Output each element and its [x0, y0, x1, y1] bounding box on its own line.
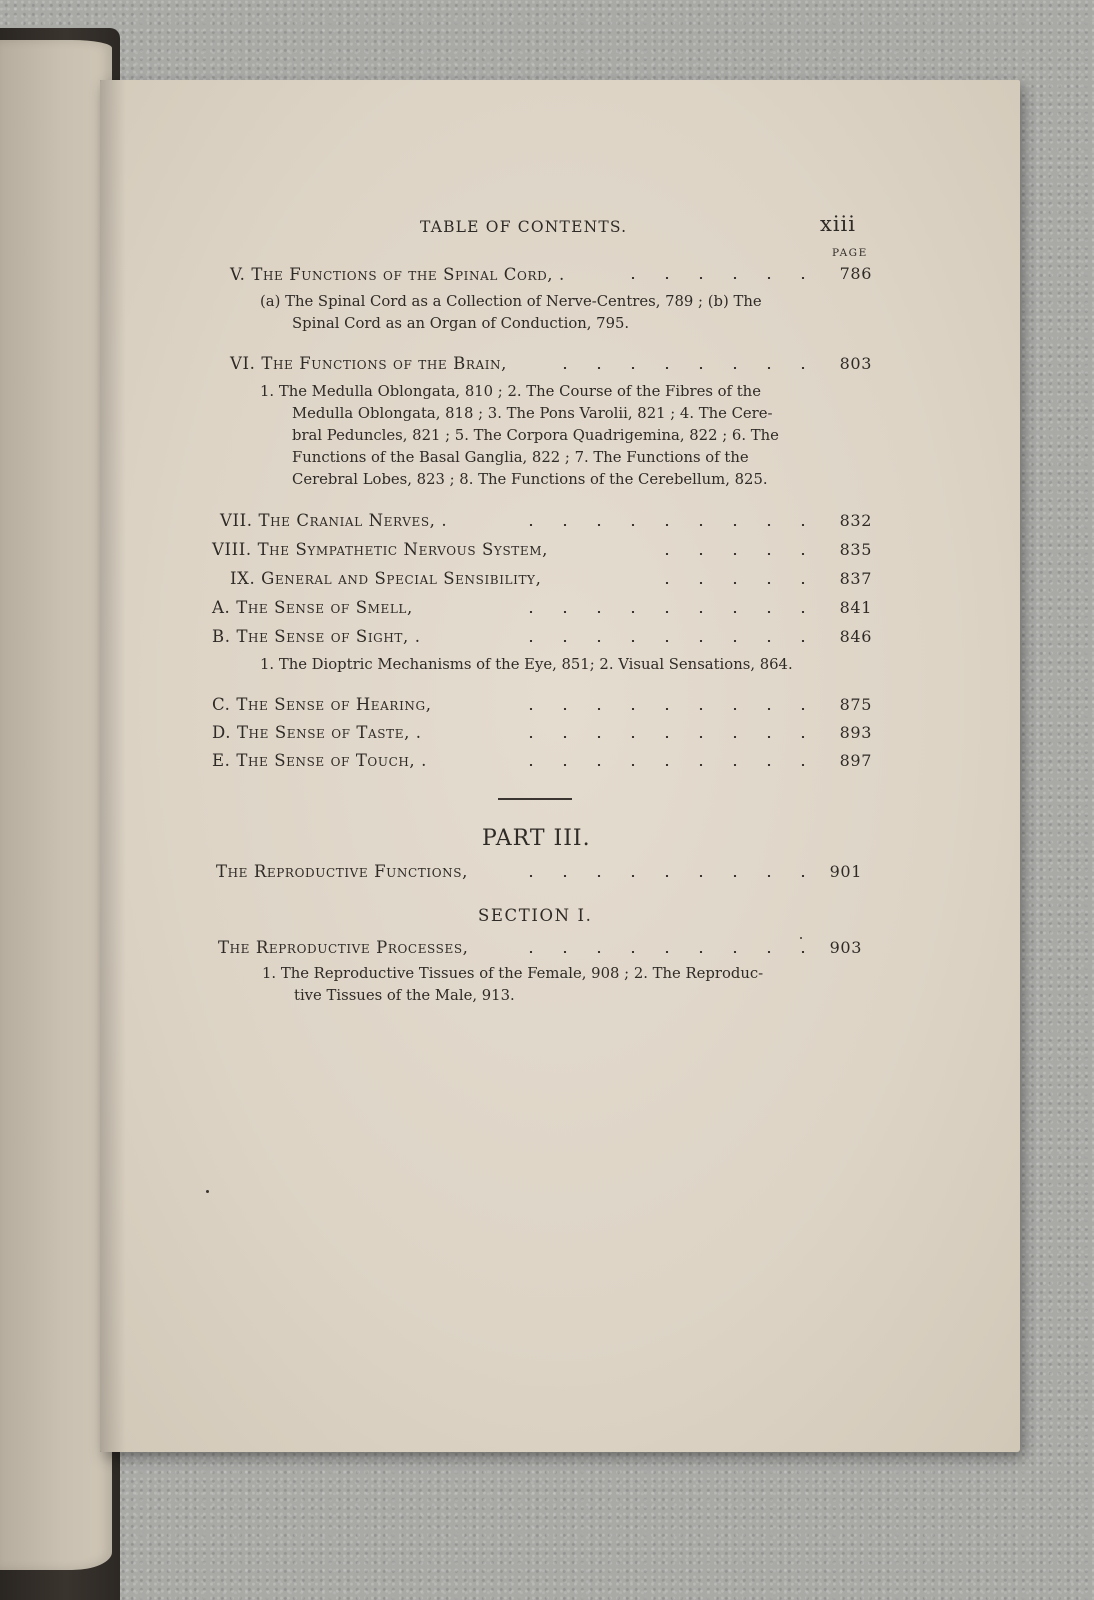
entry-page: 786 [839, 264, 872, 283]
entry-numeral: E. [212, 751, 231, 770]
dot-leader [510, 524, 820, 526]
subtopic-line: Functions of the Basal Ganglia, 822 ; 7. The Functions of the [292, 449, 749, 466]
ink-speck [800, 937, 802, 939]
page-number: xiii [820, 212, 856, 236]
page-column-label: PAGE [832, 247, 868, 259]
dot-leader [520, 875, 820, 877]
entry-title: The Sense of Touch, . [236, 751, 427, 770]
dot-leader [640, 582, 820, 584]
dot-leader [520, 951, 820, 953]
toc-entry-c [212, 695, 432, 714]
entry-title: The Reproductive Processes, [218, 938, 469, 957]
entry-numeral: VI. [230, 354, 256, 373]
toc-entry-e [212, 751, 427, 770]
entry-page: 846 [839, 627, 872, 646]
subtopic-line: bral Peduncles, 821 ; 5. The Corpora Quadrigemina, 822 ; 6. The [292, 427, 779, 444]
entry-title: The Sense of Hearing, [236, 695, 432, 714]
entry-page: 903 [829, 938, 862, 957]
subtopic-line: 1. The Medulla Oblongata, 810 ; 2. The Course of the Fibres of the [260, 383, 761, 400]
divider-rule [498, 798, 572, 800]
dot-leader [500, 640, 820, 642]
dot-leader [540, 367, 820, 369]
toc-entry-d [212, 723, 422, 742]
entry-numeral: VII. [220, 511, 253, 530]
entry-subtopics [262, 963, 763, 1007]
dot-leader [645, 553, 820, 555]
toc-entry-reproductive-functions [216, 862, 468, 881]
entry-title: The Functions of the Spinal Cord, . [251, 265, 565, 284]
toc-entry-ix [230, 569, 541, 588]
toc-entry-vii [220, 511, 447, 530]
entry-page: 841 [839, 598, 872, 617]
subtopic-line: 1. The Reproductive Tissues of the Female, 908 ; 2. The Reproduc- [262, 965, 764, 982]
subtopic-line: tive Tissues of the Male, 913. [294, 987, 515, 1004]
entry-numeral: V. [230, 265, 246, 284]
entry-title: The Cranial Nerves, . [258, 511, 448, 530]
toc-entry-b [212, 627, 421, 646]
dot-leader [608, 277, 820, 279]
entry-title: The Sense of Smell, [236, 598, 413, 617]
toc-entry-viii [212, 540, 548, 559]
entry-title: The Sense of Sight, . [236, 627, 421, 646]
toc-entry-v [230, 265, 565, 284]
entry-numeral: D. [212, 723, 232, 742]
subtopic-line: Spinal Cord as an Organ of Conduction, 795. [292, 315, 630, 332]
entry-title: The Functions of the Brain, [261, 354, 508, 373]
dot-leader [500, 736, 820, 738]
section-heading: SECTION I. [478, 906, 593, 925]
toc-entry-vi [230, 354, 507, 373]
subtopic-line: (a) The Spinal Cord as a Collection of Nerve-Centres, 789 ; (b) The [260, 293, 762, 310]
ink-speck [206, 1190, 209, 1193]
entry-subtopics [260, 291, 762, 335]
subtopic-line: 1. The Dioptric Mechanisms of the Eye, 851; 2. Visual Sensations, 864. [260, 656, 793, 673]
entry-numeral: B. [212, 627, 231, 646]
part-heading: PART III. [482, 826, 591, 851]
entry-title: The Sympathetic Nervous System, [257, 540, 548, 559]
entry-page: 875 [839, 695, 872, 714]
entry-page: 901 [829, 862, 862, 881]
running-head: TABLE OF CONTENTS. [420, 218, 628, 236]
entry-numeral: C. [212, 695, 231, 714]
entry-numeral: VIII. [212, 540, 252, 559]
entry-page: 893 [839, 723, 872, 742]
entry-page: 832 [839, 511, 872, 530]
dot-leader [500, 611, 820, 613]
entry-subtopics [260, 654, 793, 676]
entry-page: 837 [839, 569, 872, 588]
entry-page: 803 [839, 354, 872, 373]
book-page [100, 80, 1020, 1452]
entry-title: General and Special Sensibility, [261, 569, 542, 588]
entry-title: The Reproductive Functions, [216, 862, 468, 881]
entry-numeral: IX. [230, 569, 256, 588]
toc-entry-reproductive-processes [218, 938, 469, 957]
dot-leader [510, 708, 820, 710]
entry-subtopics [260, 381, 779, 491]
subtopic-line: Medulla Oblongata, 818 ; 3. The Pons Varolii, 821 ; 4. The Cere- [292, 405, 773, 422]
entry-numeral: A. [212, 598, 231, 617]
previous-page-edge [0, 40, 112, 1570]
toc-entry-a [212, 598, 413, 617]
subtopic-line: Cerebral Lobes, 823 ; 8. The Functions of the Cerebellum, 825. [292, 471, 768, 488]
entry-page: 835 [839, 540, 872, 559]
entry-page: 897 [839, 751, 872, 770]
entry-title: The Sense of Taste, . [236, 723, 422, 742]
dot-leader [500, 764, 820, 766]
